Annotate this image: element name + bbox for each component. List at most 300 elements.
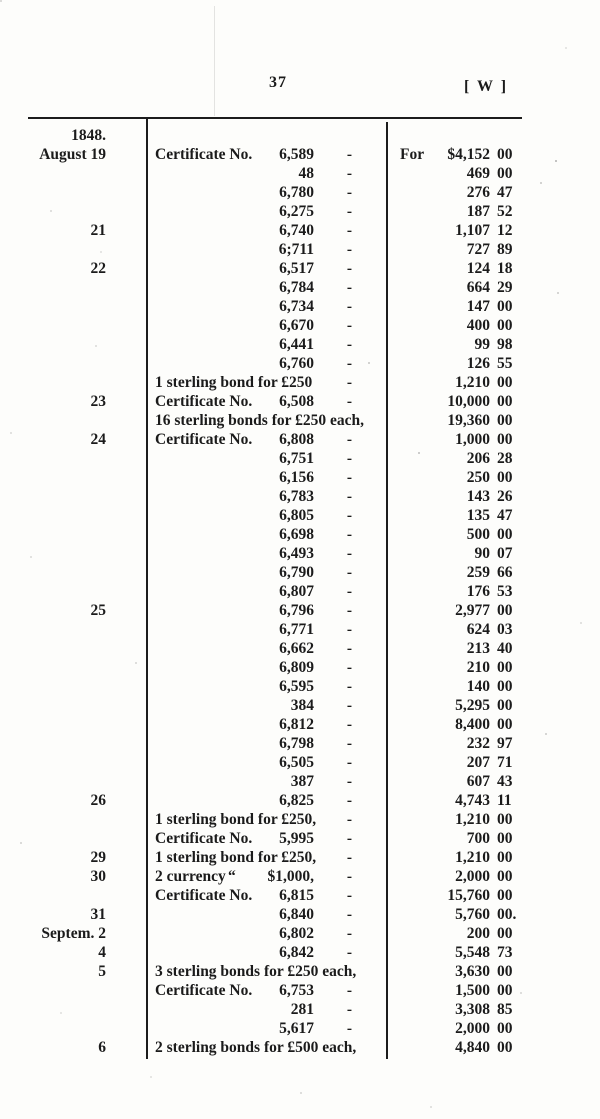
certificate-number: 6,807 bbox=[279, 583, 314, 600]
amount-cents: 00 bbox=[497, 830, 513, 847]
description-cell bbox=[146, 582, 386, 601]
amount-cell bbox=[386, 183, 600, 202]
amount-cell bbox=[386, 430, 600, 449]
date-cell: 26 bbox=[90, 792, 106, 809]
description-cell bbox=[146, 734, 386, 753]
date-cell: 31 bbox=[90, 906, 106, 923]
amount-cents: 11 bbox=[497, 792, 512, 809]
description-label: 1 sterling bond for £250, bbox=[155, 849, 317, 866]
description-cell bbox=[146, 1038, 386, 1057]
amount-cell bbox=[386, 487, 600, 506]
table-row bbox=[0, 316, 600, 335]
table-top-rule bbox=[28, 117, 522, 119]
table-row bbox=[0, 240, 600, 259]
table-row bbox=[0, 430, 600, 449]
date-cell: 23 bbox=[90, 393, 106, 410]
amount-cell bbox=[386, 468, 600, 487]
description-label: Certificate No. bbox=[155, 887, 253, 904]
amount-cents: 00 bbox=[497, 1039, 513, 1056]
amount-cents: 00 bbox=[497, 868, 513, 885]
dash-mark: - bbox=[346, 887, 352, 904]
dash-mark: - bbox=[346, 488, 352, 505]
date-cell bbox=[0, 373, 146, 392]
amount-dollars: 469 bbox=[466, 165, 490, 182]
table-row bbox=[0, 202, 600, 221]
table-row bbox=[0, 715, 600, 734]
date-cell bbox=[0, 658, 146, 677]
table-row bbox=[0, 582, 600, 601]
amount-cents: 00 bbox=[497, 431, 513, 448]
table-row bbox=[0, 886, 600, 905]
date-cell bbox=[0, 487, 146, 506]
table-row bbox=[0, 278, 600, 297]
dash-mark: - bbox=[346, 241, 352, 258]
date-cell bbox=[0, 316, 146, 335]
certificate-number: 6,734 bbox=[279, 298, 314, 315]
amount-cents: 55 bbox=[497, 355, 513, 372]
amount-cents: 00 bbox=[497, 298, 513, 315]
description-cell bbox=[146, 943, 386, 962]
table-row bbox=[0, 297, 600, 316]
dash-mark: - bbox=[346, 982, 352, 999]
table-row bbox=[0, 145, 600, 164]
description-label: Certificate No. bbox=[155, 830, 253, 847]
dash-mark: - bbox=[346, 564, 352, 581]
amount-dollars: 135 bbox=[466, 507, 490, 524]
date-cell: 6 bbox=[98, 1039, 106, 1056]
ledger-table bbox=[0, 126, 600, 1057]
dash-mark: - bbox=[346, 944, 352, 961]
dash-mark: - bbox=[346, 602, 352, 619]
date-cell: 1848. bbox=[71, 127, 106, 144]
amount-cents: 97 bbox=[497, 735, 513, 752]
certificate-number: 384 bbox=[290, 697, 314, 714]
description-cell bbox=[146, 639, 386, 658]
amount-cell bbox=[386, 449, 600, 468]
table-row bbox=[0, 544, 600, 563]
description-label: 16 sterling bonds for £250 each, bbox=[155, 412, 364, 429]
amount-cents: 00 bbox=[497, 811, 513, 828]
amount-cell bbox=[386, 734, 600, 753]
dash-mark: - bbox=[346, 868, 352, 885]
table-row bbox=[0, 411, 600, 430]
description-label: Certificate No. bbox=[155, 393, 253, 410]
page-number: 37 bbox=[269, 74, 287, 91]
dash-mark: - bbox=[346, 374, 352, 391]
table-row bbox=[0, 1019, 600, 1038]
amount-cell bbox=[386, 715, 600, 734]
date-cell bbox=[0, 715, 146, 734]
table-row bbox=[0, 620, 600, 639]
amount-dollars: 5,295 bbox=[455, 697, 490, 714]
amount-dollars: 19,360 bbox=[447, 412, 490, 429]
table-row bbox=[0, 867, 600, 886]
date-cell: 24 bbox=[90, 431, 106, 448]
date-cell: 22 bbox=[90, 260, 106, 277]
dash-mark: - bbox=[346, 1020, 352, 1037]
amount-cents: 18 bbox=[497, 260, 513, 277]
date-cell bbox=[0, 468, 146, 487]
date-cell bbox=[0, 753, 146, 772]
description-label: 1 sterling bond for £250, bbox=[155, 811, 317, 828]
amount-dollars: 8,400 bbox=[455, 716, 490, 733]
table-row bbox=[0, 335, 600, 354]
description-cell bbox=[146, 715, 386, 734]
description-cell bbox=[146, 677, 386, 696]
amount-cell bbox=[386, 753, 600, 772]
certificate-number: 6,771 bbox=[279, 621, 314, 638]
certificate-number: 6,517 bbox=[279, 260, 314, 277]
scan-crease-mark bbox=[214, 6, 215, 116]
amount-dollars: 3,630 bbox=[455, 963, 490, 980]
certificate-number: 6,784 bbox=[279, 279, 314, 296]
amount-cents: 66 bbox=[497, 564, 513, 581]
dash-mark: - bbox=[346, 298, 352, 315]
table-row bbox=[0, 962, 600, 981]
amount-dollars: 2,000 bbox=[455, 868, 490, 885]
dash-mark: - bbox=[346, 431, 352, 448]
dash-mark: - bbox=[346, 659, 352, 676]
amount-dollars: 500 bbox=[466, 526, 490, 543]
dash-mark: - bbox=[346, 792, 352, 809]
certificate-number: 6,493 bbox=[279, 545, 314, 562]
amount-cents: 00 bbox=[497, 374, 513, 391]
amount-dollars: 276 bbox=[466, 184, 490, 201]
dash-mark: - bbox=[346, 697, 352, 714]
amount-cents: 00 bbox=[497, 393, 513, 410]
table-row bbox=[0, 753, 600, 772]
amount-cell bbox=[386, 658, 600, 677]
date-cell bbox=[0, 981, 146, 1000]
amount-dollars: 2,977 bbox=[455, 602, 490, 619]
certificate-number: 6,760 bbox=[279, 355, 314, 372]
description-cell bbox=[146, 1019, 386, 1038]
amount-cell bbox=[386, 772, 600, 791]
certificate-number: 6,753 bbox=[279, 982, 314, 999]
table-row bbox=[0, 468, 600, 487]
dash-mark: - bbox=[346, 260, 352, 277]
amount-cell bbox=[386, 145, 600, 164]
dash-mark: - bbox=[346, 716, 352, 733]
amount-cents: 00. bbox=[497, 906, 517, 923]
amount-cell bbox=[386, 848, 600, 867]
scan-speckles bbox=[0, 0, 2, 2]
amount-dollars: 176 bbox=[466, 583, 490, 600]
amount-cents: 00 bbox=[497, 697, 513, 714]
date-cell bbox=[0, 620, 146, 639]
certificate-number: 6,815 bbox=[279, 887, 314, 904]
date-cell bbox=[0, 563, 146, 582]
dash-mark: - bbox=[346, 754, 352, 771]
amount-cents: 40 bbox=[497, 640, 513, 657]
amount-cell bbox=[386, 240, 600, 259]
date-cell bbox=[0, 639, 146, 658]
amount-dollars: 4,743 bbox=[455, 792, 490, 809]
certificate-number: 6,275 bbox=[279, 203, 314, 220]
table-row bbox=[0, 449, 600, 468]
amount-cents: 00 bbox=[497, 982, 513, 999]
date-cell bbox=[0, 544, 146, 563]
amount-dollars: 90 bbox=[474, 545, 490, 562]
amount-cell bbox=[386, 677, 600, 696]
dash-mark: - bbox=[346, 165, 352, 182]
certificate-number: 6,812 bbox=[279, 716, 314, 733]
date-cell: Septem. 2 bbox=[41, 925, 106, 942]
amount-cents: 26 bbox=[497, 488, 513, 505]
amount-cents: 00 bbox=[497, 849, 513, 866]
table-row bbox=[0, 791, 600, 810]
dash-mark: - bbox=[346, 1001, 352, 1018]
table-row bbox=[0, 525, 600, 544]
date-cell: 29 bbox=[90, 849, 106, 866]
description-label: 2 currency bbox=[155, 868, 226, 885]
certificate-number: 6,805 bbox=[279, 507, 314, 524]
amount-dollars: 210 bbox=[466, 659, 490, 676]
certificate-number: 6,842 bbox=[279, 944, 314, 961]
dash-mark: - bbox=[346, 469, 352, 486]
amount-cell bbox=[386, 962, 600, 981]
description-label: 3 sterling bonds for £250 each, bbox=[155, 963, 357, 980]
table-row bbox=[0, 354, 600, 373]
description-cell bbox=[146, 297, 386, 316]
table-row bbox=[0, 259, 600, 278]
date-cell bbox=[0, 411, 146, 430]
amount-dollars: $4,152 bbox=[447, 146, 490, 163]
certificate-number: 6,780 bbox=[279, 184, 314, 201]
amount-cell bbox=[386, 620, 600, 639]
description-cell bbox=[146, 449, 386, 468]
description-cell bbox=[146, 981, 386, 1000]
amount-cell bbox=[386, 164, 600, 183]
amount-cell bbox=[386, 525, 600, 544]
amount-cell bbox=[386, 924, 600, 943]
date-cell bbox=[0, 335, 146, 354]
description-cell bbox=[146, 126, 386, 145]
amount-dollars: 1,107 bbox=[455, 222, 490, 239]
description-cell bbox=[146, 886, 386, 905]
amount-cents: 00 bbox=[497, 678, 513, 695]
table-row bbox=[0, 943, 600, 962]
amount-cents: 07 bbox=[497, 545, 513, 562]
table-row bbox=[0, 1038, 600, 1057]
amount-cell bbox=[386, 791, 600, 810]
dash-mark: - bbox=[346, 773, 352, 790]
date-cell bbox=[0, 886, 146, 905]
certificate-number: 6,662 bbox=[279, 640, 314, 657]
amount-cell bbox=[386, 354, 600, 373]
description-cell bbox=[146, 411, 386, 430]
description-cell bbox=[146, 278, 386, 297]
table-row bbox=[0, 164, 600, 183]
description-cell bbox=[146, 924, 386, 943]
amount-dollars: 1,210 bbox=[455, 849, 490, 866]
amount-cents: 85 bbox=[497, 1001, 513, 1018]
description-cell bbox=[146, 316, 386, 335]
amount-dollars: 187 bbox=[466, 203, 490, 220]
table-row bbox=[0, 658, 600, 677]
certificate-number: 6,802 bbox=[279, 925, 314, 942]
certificate-number: 6,783 bbox=[279, 488, 314, 505]
amount-cell bbox=[386, 810, 600, 829]
description-cell bbox=[146, 145, 386, 164]
description-cell bbox=[146, 202, 386, 221]
description-label: 1 sterling bond for £250 bbox=[155, 374, 313, 391]
date-cell bbox=[0, 525, 146, 544]
amount-dollars: 3,308 bbox=[455, 1001, 490, 1018]
certificate-number: 6,751 bbox=[279, 450, 314, 467]
amount-dollars: 124 bbox=[466, 260, 490, 277]
description-cell bbox=[146, 1000, 386, 1019]
amount-cell bbox=[386, 905, 600, 924]
table-row bbox=[0, 734, 600, 753]
amount-cell bbox=[386, 867, 600, 886]
description-label: Certificate No. bbox=[155, 146, 253, 163]
table-row bbox=[0, 829, 600, 848]
table-row bbox=[0, 221, 600, 240]
amount-cell bbox=[386, 886, 600, 905]
ditto-mark: “ bbox=[228, 868, 238, 885]
date-cell bbox=[0, 1000, 146, 1019]
amount-cents: 00 bbox=[497, 602, 513, 619]
description-cell bbox=[146, 829, 386, 848]
dash-mark: - bbox=[346, 393, 352, 410]
amount-cents: 53 bbox=[497, 583, 513, 600]
certificate-number: 6,798 bbox=[279, 735, 314, 752]
certificate-number: 387 bbox=[290, 773, 314, 790]
amount-cell bbox=[386, 1019, 600, 1038]
certificate-number: 6;711 bbox=[278, 241, 314, 258]
certificate-number: 6,698 bbox=[279, 526, 314, 543]
date-cell: 30 bbox=[90, 868, 106, 885]
amount-cell bbox=[386, 392, 600, 411]
amount-dollars: 400 bbox=[466, 317, 490, 334]
amount-dollars: 250 bbox=[466, 469, 490, 486]
amount-cell bbox=[386, 1000, 600, 1019]
amount-cell bbox=[386, 544, 600, 563]
amount-dollars: 1,000 bbox=[455, 431, 490, 448]
amount-cents: 29 bbox=[497, 279, 513, 296]
certificate-number: 6,790 bbox=[279, 564, 314, 581]
amount-dollars: 206 bbox=[466, 450, 490, 467]
description-cell bbox=[146, 544, 386, 563]
certificate-number: 6,809 bbox=[279, 659, 314, 676]
amount-cell bbox=[386, 829, 600, 848]
amount-dollars: 2,000 bbox=[455, 1020, 490, 1037]
certificate-number: 6,589 bbox=[279, 146, 314, 163]
table-row bbox=[0, 981, 600, 1000]
dash-mark: - bbox=[346, 640, 352, 657]
date-cell bbox=[0, 449, 146, 468]
description-cell bbox=[146, 658, 386, 677]
date-cell: 4 bbox=[98, 944, 106, 961]
amount-cell bbox=[386, 259, 600, 278]
amount-cents: 47 bbox=[497, 507, 513, 524]
description-cell bbox=[146, 164, 386, 183]
amount-dollars: 10,000 bbox=[447, 393, 490, 410]
amount-cents: 00 bbox=[497, 659, 513, 676]
certificate-number: 6,508 bbox=[279, 393, 314, 410]
dash-mark: - bbox=[346, 526, 352, 543]
date-cell bbox=[0, 829, 146, 848]
certificate-number: 6,505 bbox=[279, 754, 314, 771]
amount-dollars: 140 bbox=[466, 678, 490, 695]
description-cell bbox=[146, 468, 386, 487]
dash-mark: - bbox=[346, 222, 352, 239]
amount-cents: 00 bbox=[497, 1020, 513, 1037]
dash-mark: - bbox=[346, 203, 352, 220]
description-cell bbox=[146, 506, 386, 525]
description-cell bbox=[146, 810, 386, 829]
amount-cents: 47 bbox=[497, 184, 513, 201]
table-row bbox=[0, 1000, 600, 1019]
amount-dollars: 259 bbox=[466, 564, 490, 581]
amount-cents: 00 bbox=[497, 925, 513, 942]
amount-dollars: 99 bbox=[474, 336, 490, 353]
description-cell bbox=[146, 183, 386, 202]
amount-dollars: 4,840 bbox=[455, 1039, 490, 1056]
description-label: Certificate No. bbox=[155, 431, 253, 448]
date-cell bbox=[0, 582, 146, 601]
date-cell bbox=[0, 677, 146, 696]
date-cell: 21 bbox=[90, 222, 106, 239]
dash-mark: - bbox=[346, 735, 352, 752]
amount-dollars: 624 bbox=[466, 621, 490, 638]
dash-mark: - bbox=[346, 336, 352, 353]
amount-dollars: 200 bbox=[466, 925, 490, 942]
date-cell bbox=[0, 810, 146, 829]
date-cell bbox=[0, 278, 146, 297]
dash-mark: - bbox=[346, 906, 352, 923]
amount-cents: 00 bbox=[497, 963, 513, 980]
certificate-number: 5,995 bbox=[279, 830, 314, 847]
dash-mark: - bbox=[346, 507, 352, 524]
amount-dollars: 1,500 bbox=[455, 982, 490, 999]
certificate-number: 6,670 bbox=[279, 317, 314, 334]
amount-dollars: 1,210 bbox=[455, 374, 490, 391]
amount-cents: 00 bbox=[497, 887, 513, 904]
description-cell bbox=[146, 696, 386, 715]
date-cell bbox=[0, 183, 146, 202]
table-row bbox=[0, 810, 600, 829]
date-cell: 5 bbox=[98, 963, 106, 980]
table-row bbox=[0, 183, 600, 202]
certificate-number: 6,156 bbox=[279, 469, 314, 486]
page-bracket-label: [ W ] bbox=[464, 78, 509, 95]
certificate-number: 6,740 bbox=[279, 222, 314, 239]
description-cell bbox=[146, 392, 386, 411]
table-row bbox=[0, 563, 600, 582]
certificate-number: 281 bbox=[290, 1001, 314, 1018]
amount-cents: 28 bbox=[497, 450, 513, 467]
amount-cell bbox=[386, 373, 600, 392]
amount-cell bbox=[386, 335, 600, 354]
amount-cell bbox=[386, 601, 600, 620]
table-row bbox=[0, 487, 600, 506]
amount-cell bbox=[386, 411, 600, 430]
amount-cents: 03 bbox=[497, 621, 513, 638]
amount-dollars: 700 bbox=[466, 830, 490, 847]
certificate-number: 6,595 bbox=[279, 678, 314, 695]
amount-cell bbox=[386, 943, 600, 962]
dash-mark: - bbox=[346, 279, 352, 296]
description-cell bbox=[146, 905, 386, 924]
date-cell bbox=[0, 772, 146, 791]
dash-mark: - bbox=[346, 146, 352, 163]
description-cell bbox=[146, 601, 386, 620]
table-row bbox=[0, 639, 600, 658]
amount-prefix: For bbox=[400, 146, 425, 163]
description-cell bbox=[146, 962, 386, 981]
